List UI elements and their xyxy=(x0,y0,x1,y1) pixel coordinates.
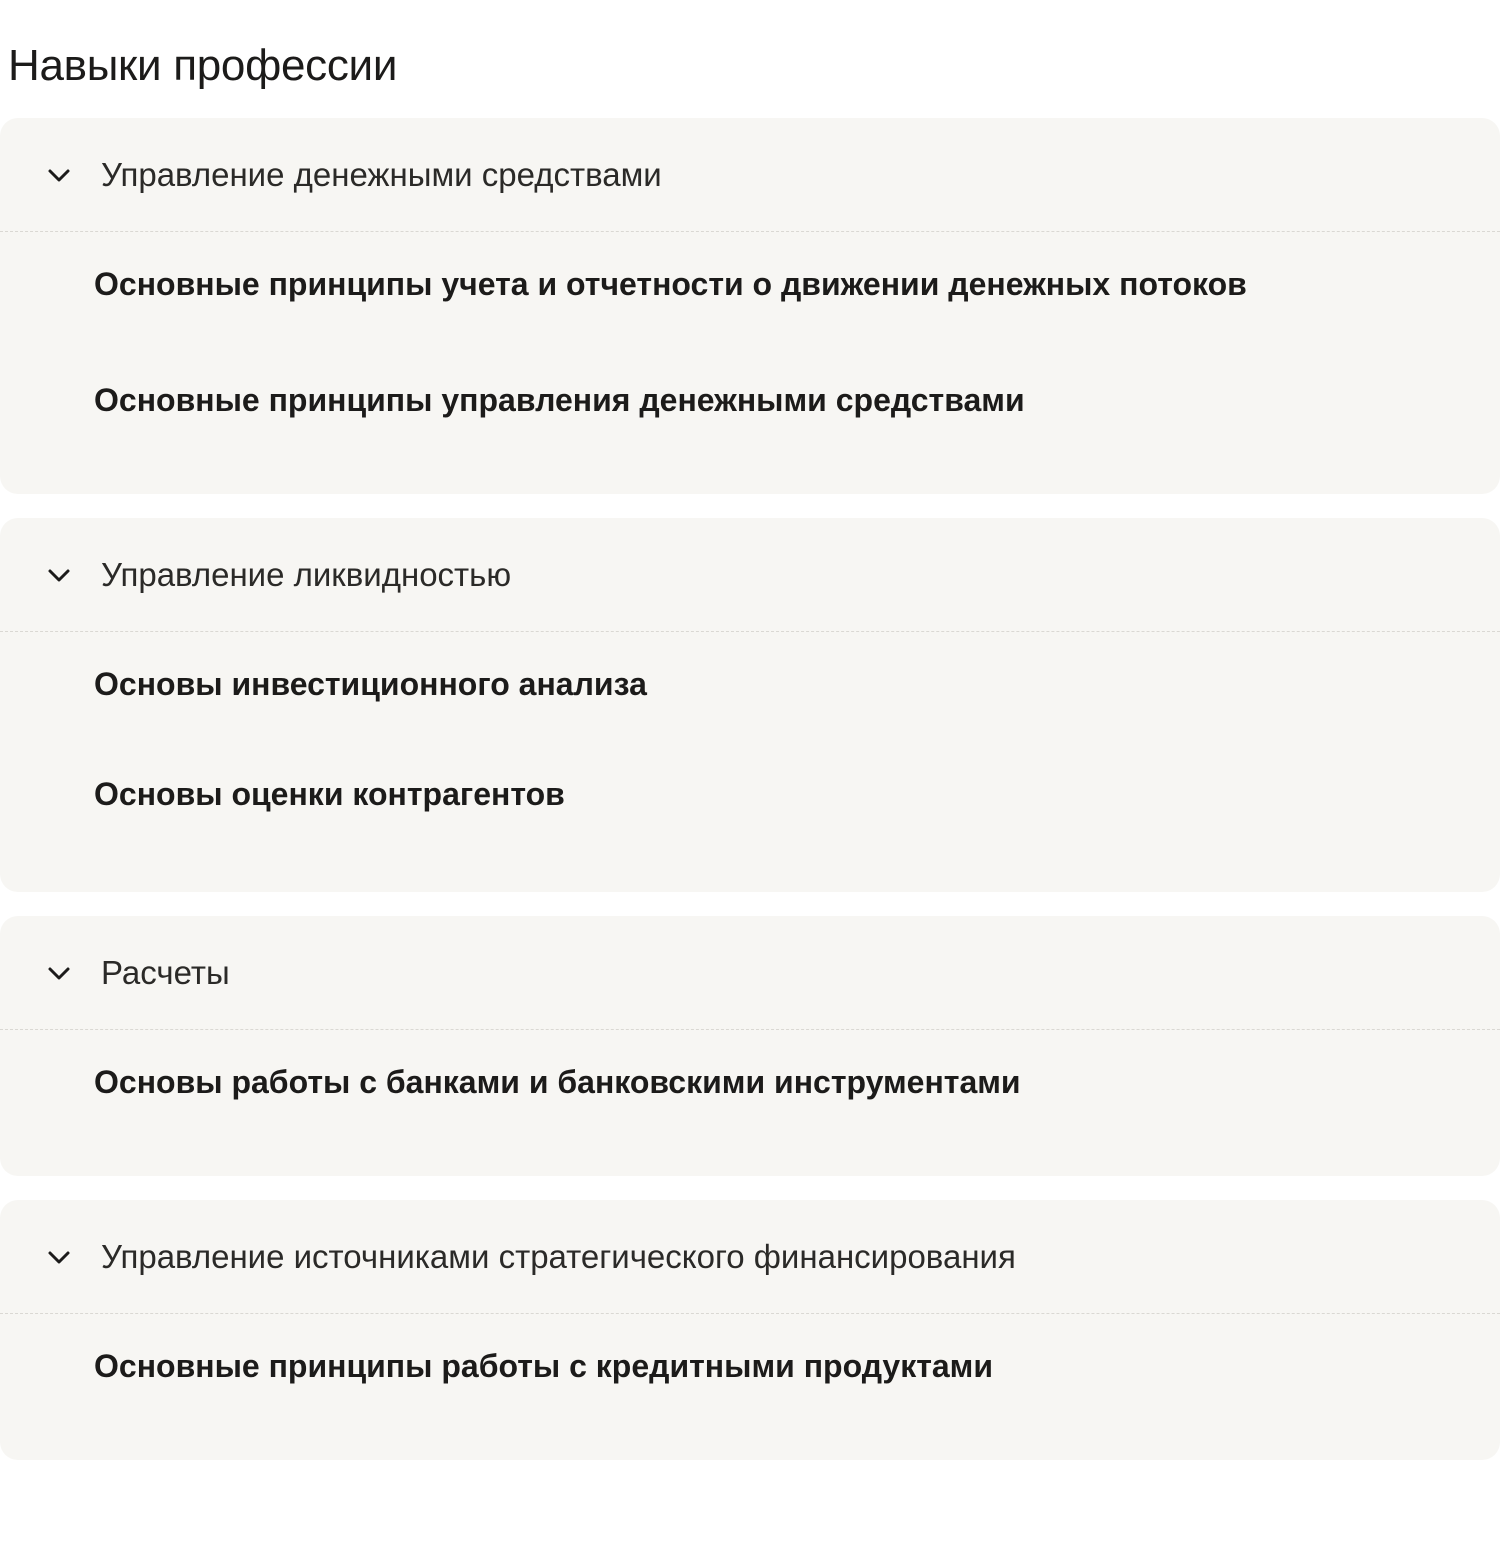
accordion-header[interactable] xyxy=(0,1200,1500,1314)
skill-item: Основные принципы работы с кредитными продуктами xyxy=(94,1348,994,1384)
accordion-section-cash-management xyxy=(0,118,1500,494)
chevron-down-icon xyxy=(46,562,72,588)
accordion-header[interactable] xyxy=(0,916,1500,1030)
skill-item: Основные принципы учета и отчетности о движении денежных потоков xyxy=(94,266,1247,302)
accordion-title: Управление ликвидностью xyxy=(101,556,512,593)
accordion-section-strategic-financing xyxy=(0,1200,1500,1460)
chevron-down-icon xyxy=(46,960,72,986)
skill-item: Основы инвестиционного анализа xyxy=(94,666,647,702)
accordion-section-liquidity xyxy=(0,518,1500,892)
accordion-title: Расчеты xyxy=(101,954,230,991)
accordion-header[interactable] xyxy=(0,518,1500,632)
skill-item: Основы оценки контрагентов xyxy=(94,776,565,812)
skill-item: Основные принципы управления денежными средствами xyxy=(94,382,1025,418)
accordion-section-settlements xyxy=(0,916,1500,1176)
accordion-title: Управление денежными средствами xyxy=(101,156,662,193)
accordion-title: Управление источниками стратегического финансирования xyxy=(101,1238,1016,1275)
accordion-header[interactable] xyxy=(0,118,1500,232)
chevron-down-icon xyxy=(46,162,72,188)
page-title: Навыки профессии xyxy=(8,41,398,90)
skill-item: Основы работы с банками и банковскими инструментами xyxy=(94,1064,1021,1100)
chevron-down-icon xyxy=(46,1244,72,1270)
